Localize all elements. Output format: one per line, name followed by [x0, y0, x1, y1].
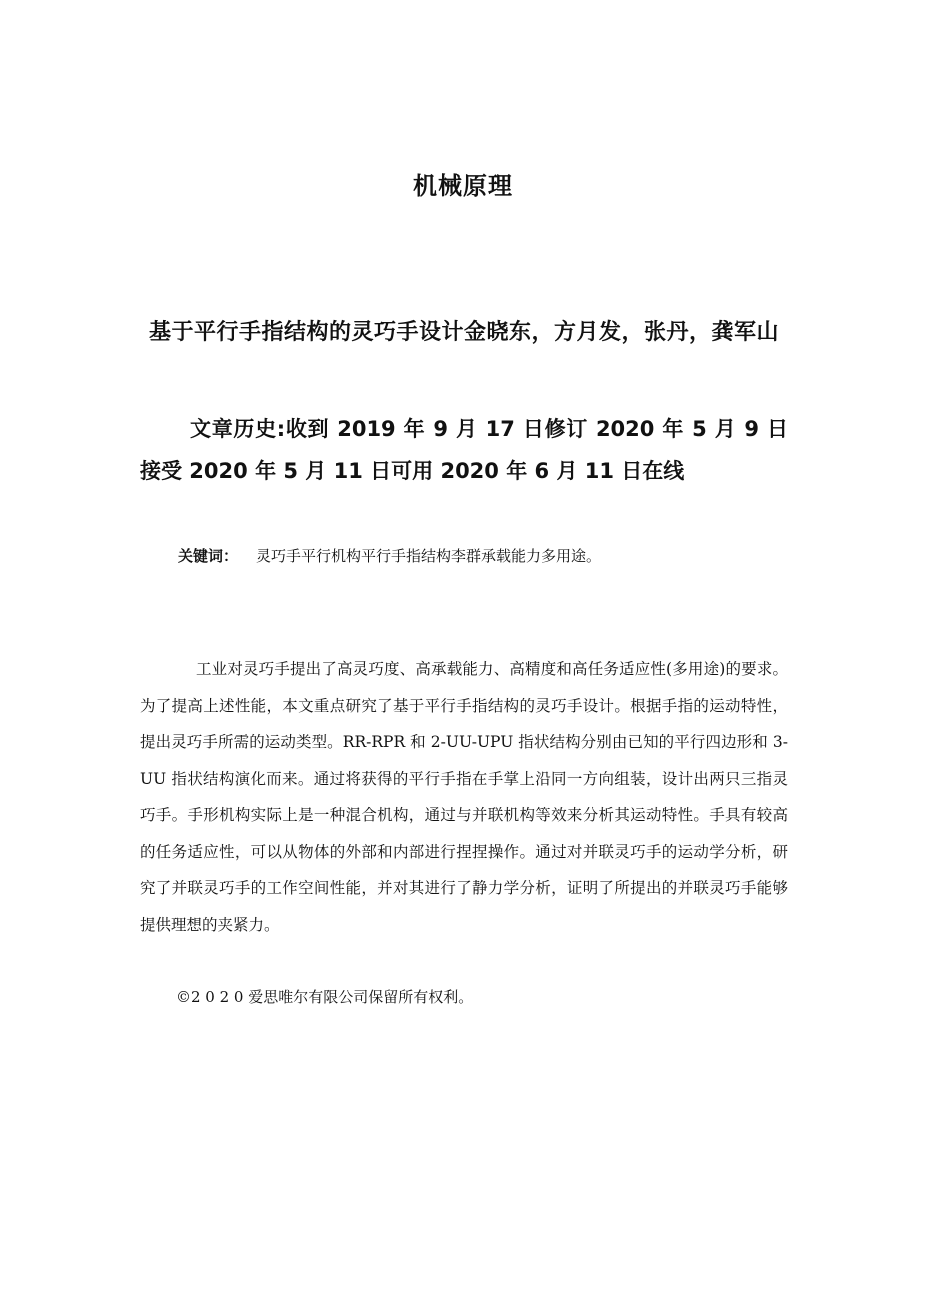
article-history: 文章历史:收到 2019 年 9 月 17 日修订 2020 年 5 月 9 日接受 2020 年 5 月 11 日可用 2020 年 6 月 11 日在线: [140, 417, 788, 483]
journal-name: 机械原理: [413, 172, 513, 200]
copyright-notice: ©2 0 2 0 爱思唯尔有限公司保留所有权利。: [176, 988, 474, 1006]
keywords-label: 关键词：: [178, 547, 239, 565]
abstract-paragraph: 工业对灵巧手提出了高灵巧度、高承载能力、高精度和高任务适应性(多用途)的要求。为了提高上述性能，本文重点研究了基于平行手指结构的灵巧手设计。根据手指的运动特性，提出灵巧手所需的运动类型。RR-RPR 和 2-UU-UPU 指状结构分别由已知的平行四边形和 3-UU 指状结构演化而来。通过将获得的平行手指在手掌上沿同一方向组装，设计出两只三指灵巧手。手形机构实际上是一种混合机构，通过与并联机构等效来分析其运动特性。手具有较高的任务适应性，可以从物体的外部和内部进行捏捏操作。通过对并联灵巧手的运动学分析，研究了并联灵巧手的工作空间性能，并对其进行了静力学分析，证明了所提出的并联灵巧手能够提供理想的夹紧力。: [140, 660, 788, 934]
article-title-and-authors: 基于平行手指结构的灵巧手设计金晓东，方月发，张丹，龚军山: [148, 320, 779, 345]
keywords-section: [178, 542, 788, 570]
keywords-text: 灵巧手平行机构平行手指结构李群承载能力多用途。: [256, 547, 602, 565]
